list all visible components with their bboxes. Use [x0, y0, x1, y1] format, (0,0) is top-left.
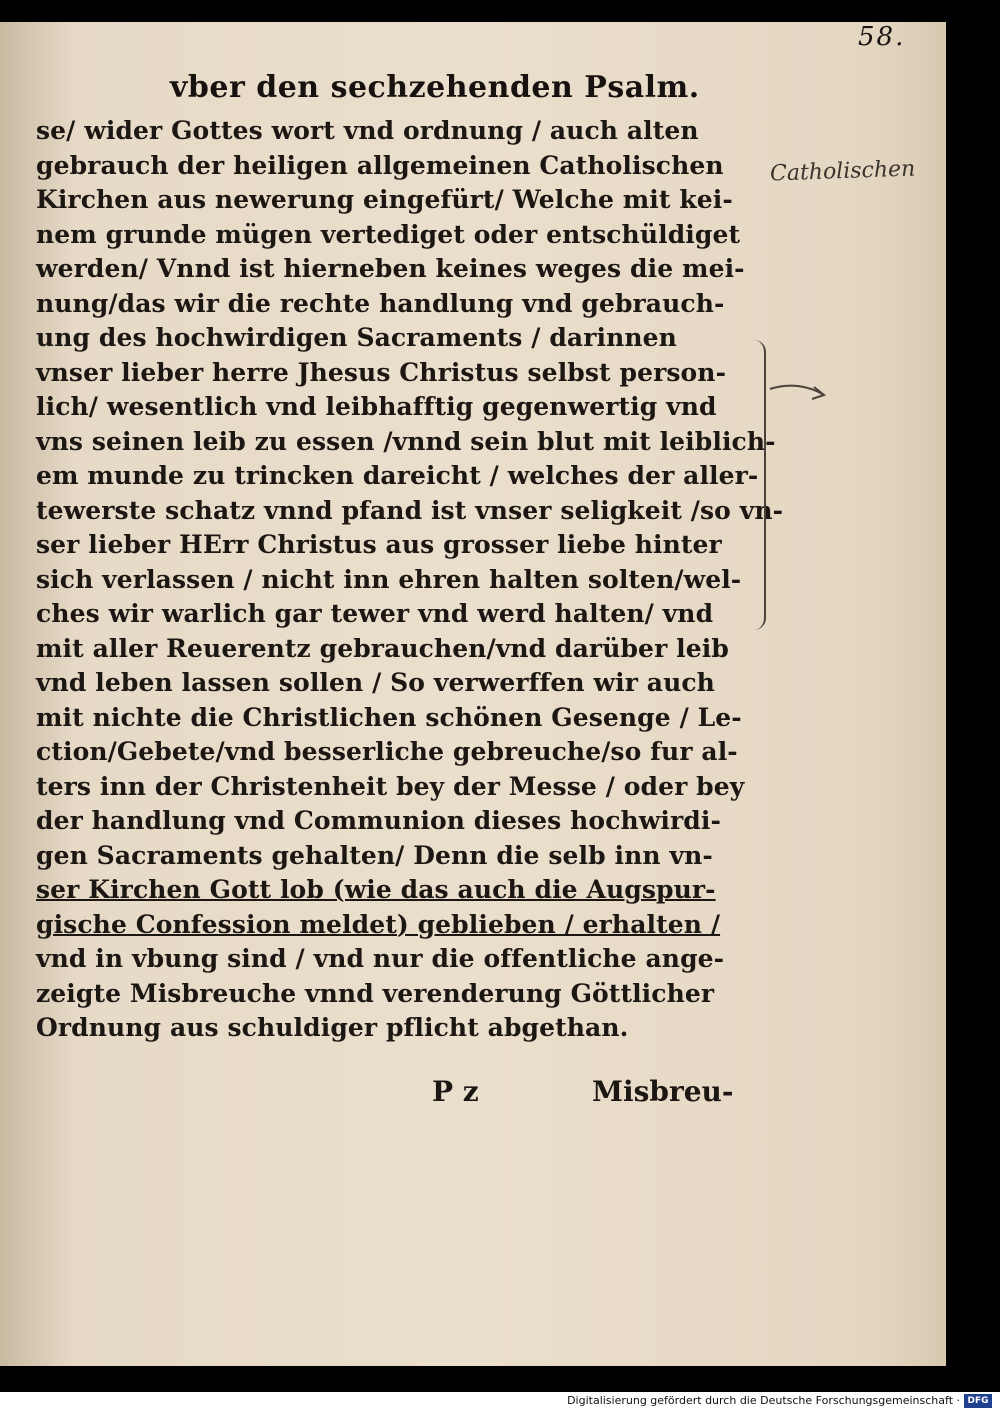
footer-credit: Digitalisierung gefördert durch die Deutsche Forschungsgemeinschaft · — [567, 1394, 960, 1407]
text-line: ser lieber HErr Christus aus grosser liebe hinter — [36, 530, 722, 559]
text-line: vnd leben lassen sollen / So verwerffen wir auch — [36, 668, 715, 697]
text-line: vnd in vbung sind / vnd nur die offentliche ange- — [36, 944, 725, 973]
text-line-underlined: ser Kirchen Gott lob (wie das auch die Augspur- — [36, 875, 716, 904]
text-line: vnser lieber herre Jhesus Christus selbst person- — [36, 357, 727, 387]
text-line: mit aller Reuerentz gebrauchen/vnd darüber leib — [36, 633, 729, 663]
page-bottom-row — [0, 1075, 946, 1115]
text-line: der handlung vnd Communion dieses hochwirdi- — [36, 806, 721, 835]
text-line: ters inn der Christenheit bey der Messe / oder bey — [36, 771, 745, 801]
folio-number: 58. — [858, 22, 906, 52]
text-line: nem grunde mügen vertediget oder entschüldiget — [36, 219, 741, 249]
text-line: gebrauch der heiligen allgemeinen Catholischen — [36, 150, 724, 180]
margin-bracket — [746, 340, 766, 630]
text-line: ches wir warlich gar tewer vnd werd halten/ vnd — [36, 599, 714, 628]
text-line: vns seinen leib zu essen /vnnd sein blut mit leiblich- — [36, 426, 776, 456]
running-title: vber den sechzehenden Psalm. — [170, 70, 700, 105]
text-line: lich/ wesentlich vnd leibhafftig gegenwertig vnd — [36, 392, 717, 421]
text-block — [36, 114, 784, 1046]
text-line: ction/Gebete/vnd besserliche gebreuche/so fur al- — [36, 737, 738, 766]
marginal-annotation: Catholischen — [769, 156, 916, 187]
book-page — [0, 22, 946, 1366]
text-line: tewerste schatz vnnd pfand ist vnser seligkeit /so vn- — [36, 495, 784, 525]
text-line: gen Sacraments gehalten/ Denn die selb inn vn- — [36, 840, 713, 870]
text-line: Ordnung aus schuldiger pflicht abgethan. — [36, 1013, 629, 1042]
text-line: em munde zu trincken dareicht / welches der aller- — [36, 461, 759, 490]
text-line-underlined: gische Confession meldet) geblieben / erhalten / — [36, 909, 721, 939]
signature-mark: P z — [432, 1075, 479, 1108]
text-line: zeigte Misbreuche vnnd verenderung Göttlicher — [36, 978, 715, 1008]
catchword: Misbreu- — [592, 1075, 734, 1108]
text-line: mit nichte die Christlichen schönen Gesenge / Le- — [36, 702, 742, 732]
text-line: nung/das wir die rechte handlung vnd gebrauch- — [36, 288, 725, 318]
text-line: ung des hochwirdigen Sacraments / darinnen — [36, 323, 677, 352]
text-line: Kirchen aus newerung eingefürt/ Welche mit kei- — [36, 185, 733, 214]
arrow-icon — [768, 377, 828, 407]
text-line: se/ wider Gottes wort vnd ordnung / auch alten — [36, 116, 699, 145]
text-line: werden/ Vnnd ist hierneben keines weges die mei- — [36, 254, 745, 283]
footer-bar — [0, 1392, 1000, 1411]
text-line: sich verlassen / nicht inn ehren halten solten/wel- — [36, 564, 742, 594]
dfg-logo-icon: DFG — [964, 1394, 992, 1408]
